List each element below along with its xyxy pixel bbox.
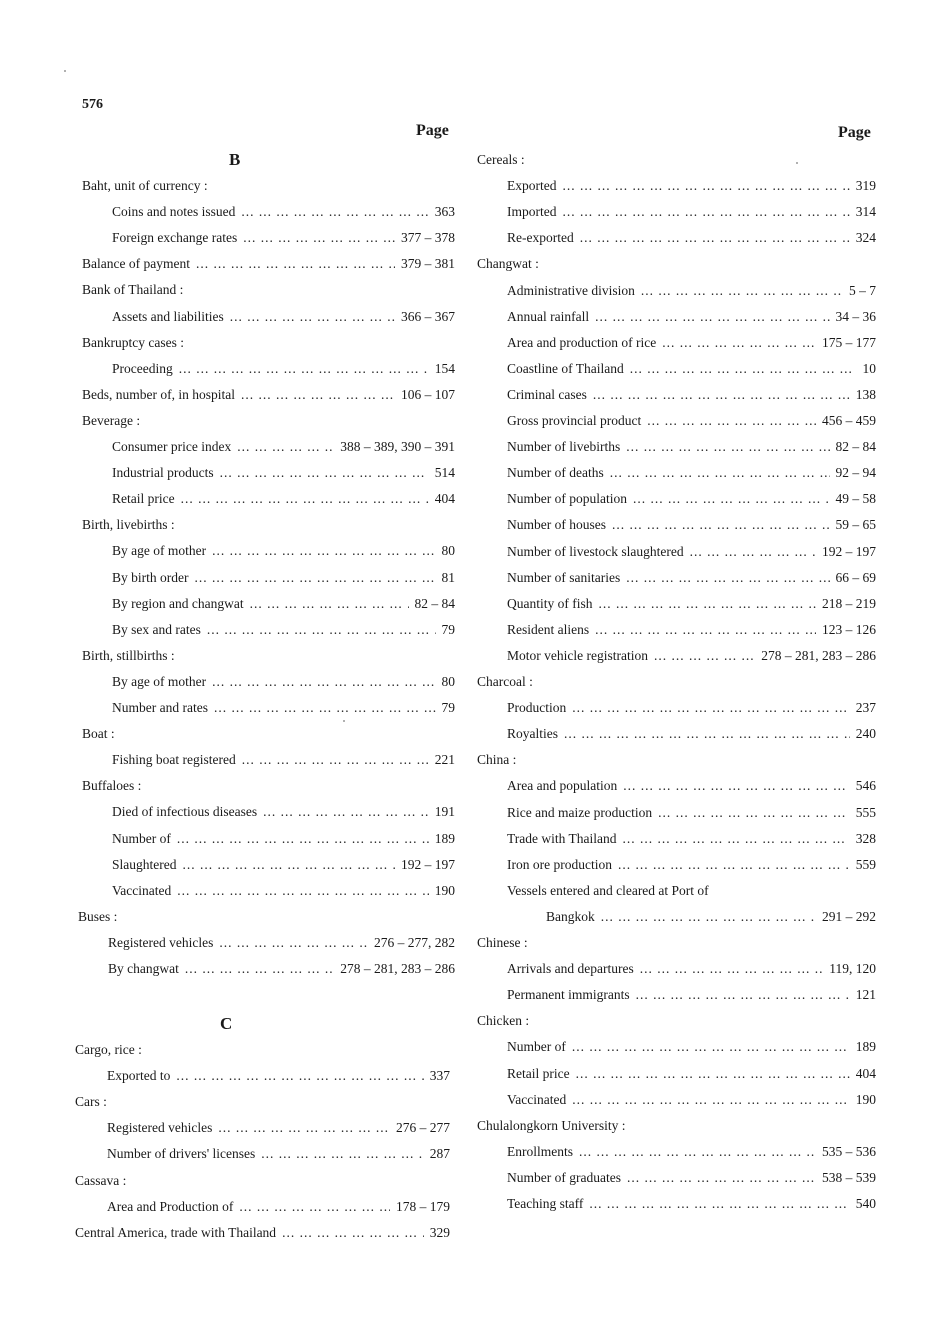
page-reference: 276 – 277, 282 [374, 934, 455, 950]
entry-text: Annual rainfall [507, 308, 590, 324]
entry-text: Production [507, 700, 567, 716]
index-entry [82, 387, 455, 409]
index-entry [507, 491, 876, 513]
dot-leader [576, 1066, 850, 1082]
index-heading [82, 178, 455, 200]
page-reference: 192 – 197 [822, 543, 876, 559]
index-entry [507, 1170, 876, 1192]
index-heading [82, 413, 455, 435]
entry-text: By birth order [112, 569, 189, 585]
entry-text: Area and Production of [107, 1198, 234, 1214]
section-letter-c: C [220, 1014, 233, 1033]
index-entry [112, 204, 455, 226]
dot-leader [564, 726, 850, 742]
entry-text: Arrivals and departures [507, 961, 634, 977]
index-entry [507, 883, 876, 905]
entry-text: Fishing boat registered [112, 752, 236, 768]
index-entry [112, 309, 455, 331]
entry-text: Changwat : [477, 256, 539, 272]
index-heading [75, 1042, 450, 1064]
dot-leader [572, 1092, 850, 1108]
dot-leader [662, 335, 816, 351]
entry-text: Number and rates [112, 700, 208, 715]
entry-text: Balance of payment [82, 256, 190, 272]
dot-leader [239, 1199, 390, 1215]
page-reference: 138 [855, 386, 876, 402]
entry-text: Royalties [507, 726, 558, 742]
entry-text: Re-exported [507, 230, 574, 246]
page-reference: 540 [855, 1196, 876, 1211]
page-reference: 546 [855, 778, 876, 794]
index-heading [82, 282, 455, 304]
entry-text: Cargo, rice : [75, 1042, 142, 1057]
dot-leader [630, 361, 857, 377]
index-entry [507, 387, 876, 409]
index-entry [507, 517, 876, 539]
index-entry [112, 570, 455, 592]
entry-text: Bankruptcy cases : [82, 334, 184, 350]
entry-text: Cars : [75, 1094, 107, 1110]
index-entry [507, 544, 876, 566]
entry-text: Exported [507, 178, 557, 194]
dot-leader [601, 909, 816, 925]
entry-text: Cassava : [75, 1172, 127, 1188]
entry-text: Quantity of fish [507, 595, 593, 611]
index-entry [507, 465, 876, 487]
entry-text: Number of [507, 1039, 566, 1055]
index-entry [112, 465, 455, 487]
page-reference: 278 – 281, 283 – 286 [340, 961, 455, 976]
page-reference: 291 – 292 [822, 908, 876, 924]
index-heading [477, 1013, 876, 1035]
entry-text: Imported [507, 204, 557, 220]
entry-text: By changwat [108, 961, 179, 976]
entry-text: Slaughtered [112, 856, 177, 872]
page-reference: 535 – 536 [822, 1143, 876, 1159]
dot-leader [261, 1146, 423, 1162]
page-reference: 388 – 389, 390 – 391 [340, 439, 455, 454]
entry-text: Coins and notes issued [112, 204, 236, 220]
dot-leader [176, 1068, 423, 1084]
dot-leader [241, 387, 395, 403]
index-entry [112, 491, 455, 513]
entry-text: Baht, unit of currency : [82, 178, 208, 193]
page-reference: 49 – 58 [835, 491, 876, 507]
entry-text: Number of houses [507, 517, 606, 533]
index-entry [507, 648, 876, 670]
index-heading [75, 1173, 450, 1195]
index-entry [507, 178, 876, 200]
index-entry [507, 805, 876, 827]
entry-text: Assets and liabilities [112, 308, 224, 324]
entry-text: Resident aliens [507, 621, 590, 637]
index-heading [477, 752, 876, 774]
index-entry [75, 1225, 450, 1247]
page-reference: 363 [434, 204, 455, 220]
index-heading [82, 778, 455, 800]
entry-text: Industrial products [112, 465, 214, 481]
index-entry [112, 674, 455, 696]
dot-leader [579, 1144, 816, 1160]
entry-text: Administrative division [507, 282, 635, 298]
dot-leader [623, 778, 850, 794]
page-reference: 5 – 7 [849, 282, 876, 298]
entry-text: Permanent immigrants [507, 987, 630, 1003]
entry-text: Vessels entered and cleared at Port of [507, 882, 709, 898]
dot-leader [599, 596, 817, 612]
entry-text: Buses : [78, 908, 118, 924]
entry-text: Chulalongkorn University : [477, 1117, 626, 1133]
dot-leader [185, 961, 334, 977]
dot-leader [690, 544, 816, 560]
index-entry [507, 570, 876, 592]
entry-text: Boat : [82, 726, 115, 742]
index-entry [507, 204, 876, 226]
page-reference: 314 [855, 204, 876, 220]
dot-leader [241, 204, 428, 220]
page-reference: 221 [434, 752, 455, 768]
page-reference: 80 [441, 673, 455, 689]
entry-text: Died of infectious diseases [112, 804, 258, 820]
entry-text: By sex and rates [112, 621, 201, 637]
entry-text: Birth, livebirths : [82, 517, 175, 533]
index-entry [112, 596, 455, 618]
dot-leader [230, 309, 395, 325]
index-entry [112, 857, 455, 879]
dot-leader [563, 178, 850, 194]
page-reference: 80 [441, 543, 455, 559]
index-entry [112, 230, 455, 252]
entry-text: Registered vehicles [107, 1120, 213, 1136]
entry-text: Retail price [112, 491, 175, 507]
index-heading [82, 517, 455, 539]
index-entry [507, 335, 876, 357]
scan-speck [64, 70, 66, 72]
page-reference: 337 [429, 1068, 450, 1084]
entry-text: Criminal cases [507, 386, 587, 402]
dot-leader [612, 517, 830, 533]
index-entry [112, 439, 455, 461]
entry-text: Iron ore production [507, 856, 612, 872]
index-entry [507, 413, 876, 435]
dot-leader [237, 439, 334, 455]
index-entry [507, 1039, 876, 1061]
dot-leader [218, 1120, 390, 1136]
entry-text: Number of livestock slaughtered [507, 543, 684, 559]
page-reference: 366 – 367 [401, 308, 455, 324]
entry-text: Number of [112, 830, 171, 846]
dot-leader [636, 987, 850, 1003]
index-entry [107, 1120, 450, 1142]
dot-leader [593, 387, 850, 403]
scan-speck [343, 720, 345, 722]
page-reference: 92 – 94 [835, 465, 876, 481]
entry-text: Number of graduates [507, 1169, 621, 1185]
dot-leader [212, 674, 435, 690]
entry-text: Proceeding [112, 360, 173, 376]
dot-leader [610, 465, 830, 481]
index-entry [107, 1199, 450, 1221]
page-reference: 79 [441, 621, 455, 637]
index-entry [108, 961, 455, 983]
page-reference: 192 – 197 [401, 856, 455, 872]
dot-leader [195, 570, 436, 586]
page-reference: 119, 120 [829, 961, 876, 977]
dot-leader [633, 491, 830, 507]
dot-leader [212, 543, 435, 559]
entry-text: Bank of Thailand : [82, 282, 184, 298]
page-reference: 404 [434, 491, 455, 507]
dot-leader [595, 622, 816, 638]
page-reference: 377 – 378 [401, 230, 455, 246]
dot-leader [627, 1170, 816, 1186]
index-entry [507, 831, 876, 853]
dot-leader [220, 465, 429, 481]
index-entry [507, 857, 876, 879]
entry-text: Enrollments [507, 1143, 573, 1159]
page-reference: 514 [434, 465, 455, 481]
page-reference: 189 [855, 1039, 876, 1055]
page-reference: 324 [855, 230, 876, 246]
index-heading [78, 909, 455, 931]
entry-text: Rice and maize production [507, 804, 653, 820]
entry-text: Number of population [507, 491, 627, 507]
entry-text: China : [477, 752, 517, 768]
dot-leader [654, 648, 755, 664]
page-reference: 59 – 65 [835, 517, 876, 533]
dot-leader [626, 570, 829, 586]
section-letter-b: B [229, 150, 241, 169]
dot-leader [177, 883, 429, 899]
index-entry [112, 752, 455, 774]
dot-leader [626, 439, 829, 455]
page-reference: 278 – 281, 283 – 286 [761, 647, 876, 663]
dot-leader [207, 622, 436, 638]
entry-text: Exported to [107, 1068, 171, 1084]
page-reference: 191 [434, 804, 455, 820]
page-reference: 123 – 126 [822, 621, 876, 637]
index-entry [507, 778, 876, 800]
page-reference: 190 [855, 1091, 876, 1107]
dot-leader [219, 935, 368, 951]
entry-text: Beverage : [82, 412, 141, 428]
entry-text: Number of deaths [507, 465, 604, 481]
index-entry [112, 361, 455, 383]
page-reference: 106 – 107 [401, 386, 455, 402]
index-entry [507, 283, 876, 305]
dot-leader [647, 413, 816, 429]
index-heading [477, 256, 876, 278]
index-entry [107, 1146, 450, 1168]
page-reference: 287 [429, 1146, 450, 1162]
page-reference: 66 – 69 [835, 569, 876, 585]
page-reference: 34 – 36 [835, 308, 876, 324]
index-entry [112, 622, 455, 644]
dot-leader [563, 204, 850, 220]
index-entry [507, 1066, 876, 1088]
index-entry [112, 700, 455, 722]
dot-leader [640, 961, 824, 977]
index-entry [507, 961, 876, 983]
index-heading [75, 1094, 450, 1116]
index-entry [507, 622, 876, 644]
index-entry [507, 230, 876, 252]
entry-text: Gross provincial product [507, 413, 642, 428]
index-heading [477, 674, 876, 696]
page-reference: 121 [855, 987, 876, 1003]
entry-text: Registered vehicles [108, 934, 214, 950]
entry-text: Vaccinated [112, 882, 172, 898]
index-entry [507, 596, 876, 618]
page-reference: 538 – 539 [822, 1169, 876, 1185]
index-heading [477, 152, 876, 174]
index-entry [107, 1068, 450, 1090]
entry-text: Vaccinated [507, 1091, 567, 1107]
page-reference: 555 [855, 804, 876, 820]
entry-text: Motor vehicle registration [507, 647, 648, 663]
index-heading [82, 335, 455, 357]
entry-text: By age of mother [112, 543, 207, 559]
index-entry [507, 1144, 876, 1166]
index-heading [82, 648, 455, 670]
page-number: 576 [82, 97, 103, 112]
page-reference: 319 [855, 178, 876, 194]
index-entry [82, 256, 455, 278]
entry-text: Charcoal : [477, 674, 533, 689]
page-reference: 82 – 84 [414, 595, 455, 611]
page-reference: 79 [441, 700, 455, 715]
index-entry [507, 987, 876, 1009]
index-entry [507, 361, 876, 383]
dot-leader [243, 230, 395, 246]
entry-text: Retail price [507, 1065, 570, 1081]
page-reference: 404 [855, 1065, 876, 1081]
page-reference: 175 – 177 [822, 334, 876, 350]
dot-leader [572, 1039, 850, 1055]
entry-text: Area and population [507, 778, 618, 794]
index-heading [477, 935, 876, 957]
page-reference: 154 [434, 360, 455, 376]
entry-text: Bangkok [546, 908, 595, 924]
index-entry [108, 935, 455, 957]
dot-leader [182, 857, 395, 873]
dot-leader [623, 831, 850, 847]
entry-text: Number of livebirths [507, 439, 621, 455]
index-entry [507, 1196, 876, 1218]
entry-text: Number of sanitaries [507, 569, 621, 585]
entry-text: By region and changwat [112, 595, 244, 611]
entry-text: Chicken : [477, 1013, 530, 1029]
index-entry [507, 1092, 876, 1114]
dot-leader [641, 283, 843, 299]
dot-leader [263, 804, 429, 820]
page-reference: 379 – 381 [401, 256, 455, 272]
index-entry [112, 883, 455, 905]
dot-leader [214, 700, 436, 716]
entry-text: Chinese : [477, 935, 528, 950]
dot-leader [196, 256, 395, 272]
index-entry [507, 726, 876, 748]
page-reference: 456 – 459 [822, 413, 876, 428]
dot-leader [179, 361, 429, 377]
entry-text: Coastline of Thailand [507, 360, 624, 376]
index-entry [112, 831, 455, 853]
dot-leader [572, 700, 850, 716]
entry-text: Birth, stillbirths : [82, 647, 175, 663]
dot-leader [282, 1225, 424, 1241]
dot-leader [595, 309, 829, 325]
index-entry [507, 700, 876, 722]
page-reference: 559 [855, 856, 876, 872]
entry-text: Buffaloes : [82, 778, 142, 794]
page-reference: 237 [855, 700, 876, 716]
index-entry [112, 543, 455, 565]
page-reference: 276 – 277 [396, 1120, 450, 1136]
page-reference: 328 [855, 830, 876, 846]
page-reference: 329 [429, 1224, 450, 1240]
entry-text: Consumer price index [112, 439, 232, 454]
dot-leader [580, 230, 850, 246]
dot-leader [250, 596, 409, 612]
dot-leader [242, 752, 429, 768]
page-reference: 240 [855, 726, 876, 742]
dot-leader [618, 857, 850, 873]
scan-speck [796, 162, 798, 164]
index-heading [477, 1118, 876, 1140]
entry-text: Trade with Thailand [507, 830, 617, 846]
dot-leader [658, 805, 850, 821]
entry-text: Cereals : [477, 152, 525, 167]
page-reference: 190 [434, 882, 455, 898]
page-reference: 218 – 219 [822, 595, 876, 611]
dot-leader [589, 1196, 849, 1212]
entry-text: Number of drivers' licenses [107, 1146, 256, 1162]
page-reference: 81 [441, 569, 455, 585]
dot-leader [177, 831, 429, 847]
index-entry [112, 804, 455, 826]
index-entry [507, 439, 876, 461]
page-reference: 189 [434, 830, 455, 846]
entry-text: Central America, trade with Thailand [75, 1224, 277, 1240]
index-heading [82, 726, 455, 748]
entry-text: Area and production of rice [507, 334, 657, 350]
page-column-header: Page [838, 124, 871, 141]
entry-text: By age of mother [112, 673, 207, 689]
page-reference: 82 – 84 [835, 439, 876, 455]
index-entry [507, 309, 876, 331]
page-reference: 178 – 179 [396, 1198, 450, 1214]
page-column-header: Page [416, 122, 449, 139]
entry-text: Teaching staff [507, 1196, 584, 1211]
entry-text: Beds, number of, in hospital [82, 386, 235, 402]
page-reference: 10 [862, 360, 876, 376]
index-entry [546, 909, 876, 931]
entry-text: Foreign exchange rates [112, 230, 238, 246]
dot-leader [181, 491, 429, 507]
